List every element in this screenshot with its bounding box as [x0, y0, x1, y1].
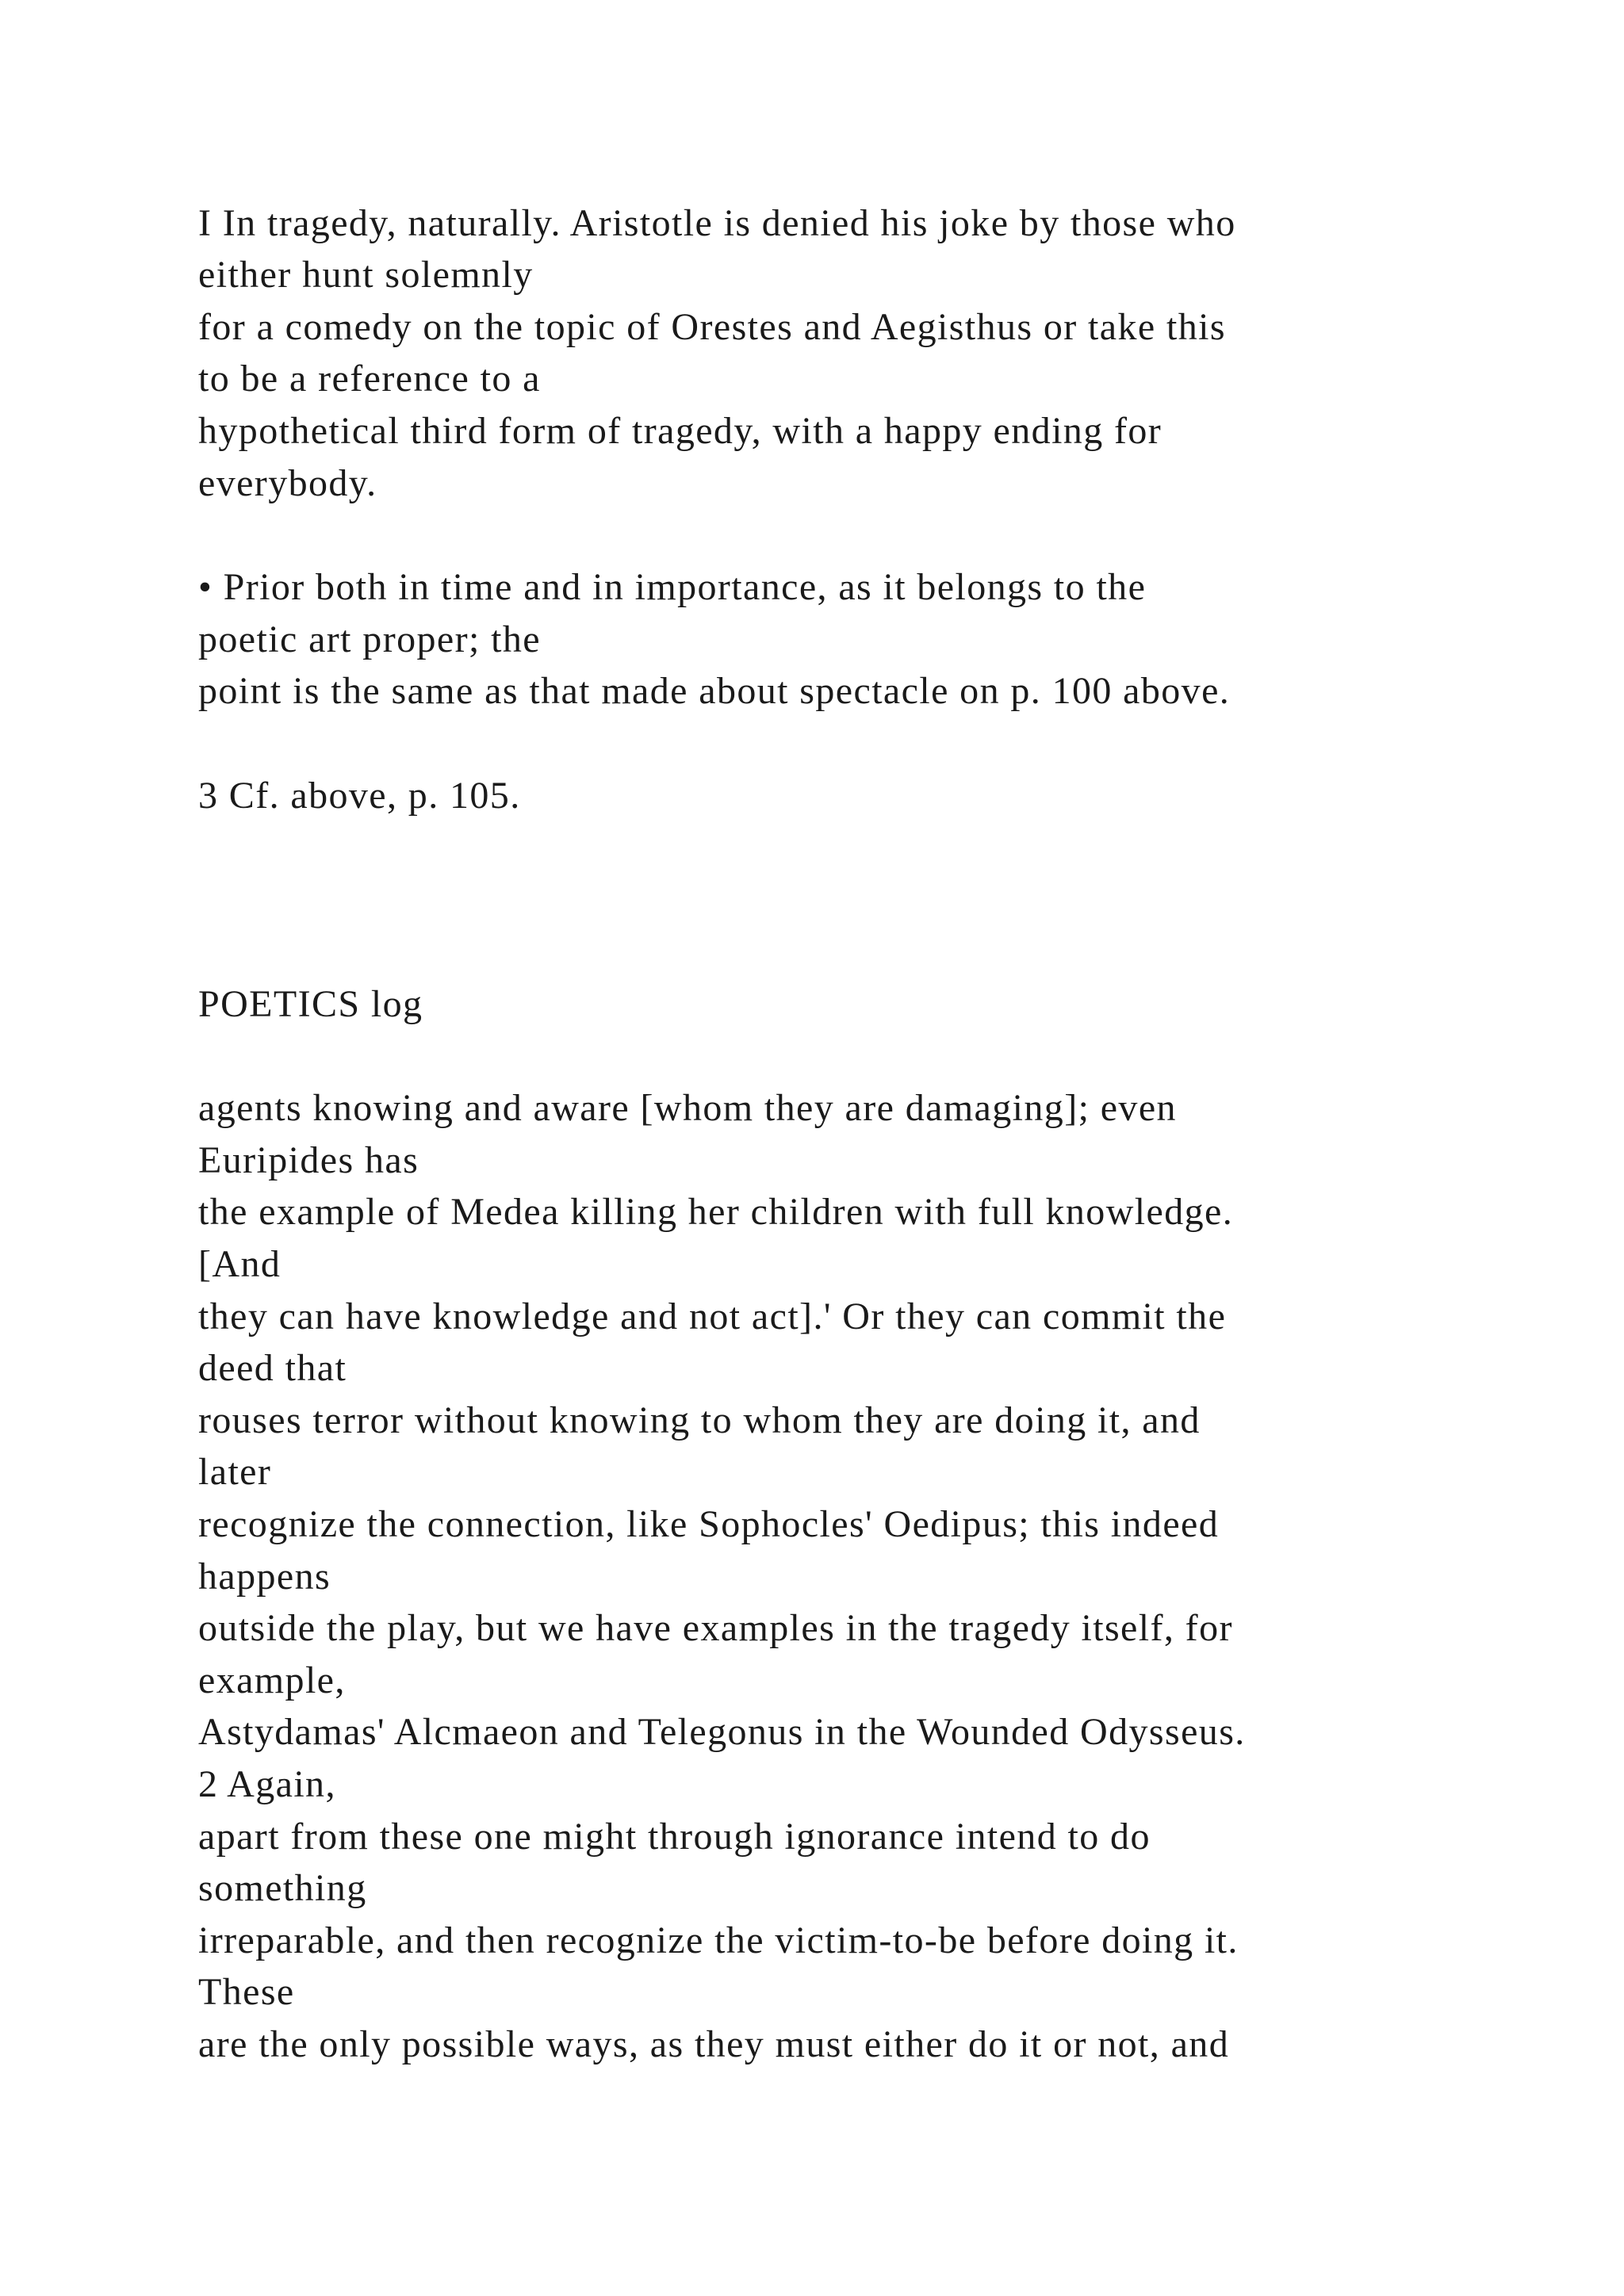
- body-line: rouses terror without knowing to whom they are doing it, and: [198, 1399, 1201, 1441]
- footnote-1-line-6: everybody.: [198, 462, 377, 504]
- footnote-1-line-1: I In tragedy, naturally. Aristotle is denied his joke by those who: [198, 202, 1236, 244]
- body-line: they can have knowledge and not act].' Or they can commit the: [198, 1295, 1227, 1337]
- footnote-1-line-3: for a comedy on the topic of Orestes and Aegisthus or take this: [198, 306, 1226, 348]
- body-line: These: [198, 1971, 295, 2013]
- body-line: outside the play, but we have examples in the tragedy itself, for: [198, 1607, 1233, 1649]
- body-line: something: [198, 1867, 367, 1909]
- body-line: 2 Again,: [198, 1763, 336, 1805]
- body-line: later: [198, 1451, 272, 1493]
- running-head: POETICS log: [198, 983, 423, 1025]
- body-line: agents knowing and aware [whom they are damaging]; even: [198, 1087, 1177, 1129]
- body-line: example,: [198, 1659, 346, 1701]
- footnote-1-line-5: hypothetical third form of tragedy, with a happy ending for: [198, 410, 1162, 452]
- footnote-2-line-3: point is the same as that made about spectacle on p. 100 above.: [198, 670, 1231, 712]
- footnote-1-line-2: either hunt solemnly: [198, 254, 534, 296]
- body-line: the example of Medea killing her children with full knowledge.: [198, 1191, 1234, 1233]
- body-line: Astydamas' Alcmaeon and Telegonus in the Wounded Odysseus.: [198, 1711, 1246, 1753]
- body-line: [And: [198, 1243, 282, 1285]
- footnote-1-line-4: to be a reference to a: [198, 358, 541, 400]
- body-line: apart from these one might through ignorance intend to do: [198, 1816, 1151, 1858]
- body-line: are the only possible ways, as they must either do it or not, and: [198, 2023, 1230, 2065]
- body-line: irreparable, and then recognize the victim-to-be before doing it.: [198, 1919, 1239, 1961]
- body-line: Euripides has: [198, 1139, 419, 1181]
- footnote-2-line-1: • Prior both in time and in importance, as it belongs to the: [198, 566, 1147, 608]
- body-line: happens: [198, 1556, 331, 1598]
- body-line: recognize the connection, like Sophocles' Oedipus; this indeed: [198, 1503, 1220, 1545]
- footnote-2-line-2: poetic art proper; the: [198, 618, 541, 660]
- footnote-3-line-1: 3 Cf. above, p. 105.: [198, 775, 521, 817]
- body-line: deed that: [198, 1347, 347, 1389]
